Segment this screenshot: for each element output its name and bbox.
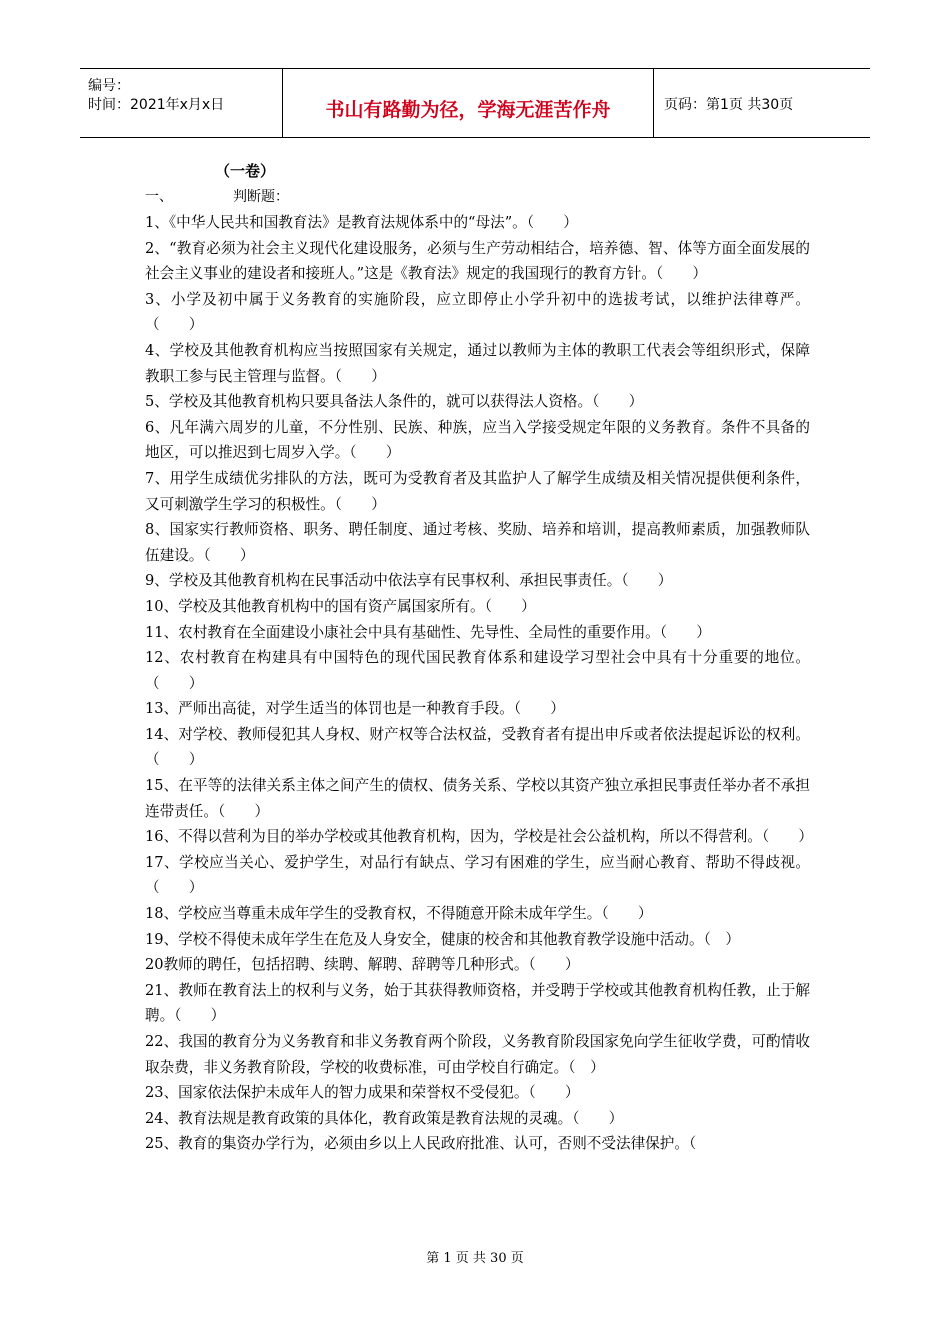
number-label: 编号： (88, 78, 130, 94)
question-item: 6、凡年满六周岁的儿童，不分性别、民族、种族，应当入学接受规定年限的义务教育。条件不具备的地区，可以推迟到七周岁入学。（ ） (145, 418, 810, 462)
question-item: 16、不得以营利为目的举办学校或其他教育机构，因为，学校是社会公益机构，所以不得营利。（ ） (145, 828, 813, 846)
section-heading (145, 184, 810, 210)
time-label: 时间：2021年x月x日 (88, 97, 225, 113)
question-item: 19、学校不得使未成年学生在危及人身安全，健康的校舍和其他教育教学设施中活动。（ ） (145, 930, 741, 948)
question-list (145, 210, 813, 1157)
question-item: 24、教育法规是教育政策的具体化，教育政策是教育法规的灵魂。（ ） (145, 1109, 624, 1127)
document-header (80, 68, 870, 138)
question-item: 11、农村教育在全面建设小康社会中具有基础性、先导性、全局性的重要作用。（ ） (145, 623, 711, 641)
question-item: 18、学校应当尊重未成年学生的受教育权，不得随意开除未成年学生。（ ） (145, 905, 653, 923)
question-item: 22、我国的教育分为义务教育和非义务教育两个阶段，义务教育阶段国家免向学生征收学费，可酌情收取杂费，非义务教育阶段，学校的收费标准，可由学校自行确定。（ ） (145, 1033, 810, 1076)
question-item: 14、对学校、教师侵犯其人身权、财产权等合法权益，受教育者有提出申斥或者依法提起诉讼的权利。（ ） (145, 725, 810, 769)
question-item: 5、学校及其他教育机构只要具备法人条件的，就可以获得法人资格。（ ） (145, 393, 644, 411)
header-page-cell (654, 69, 870, 137)
question-item: 1、《中华人民共和国教育法》是教育法规体系中的“母法”。（ ） (145, 214, 578, 231)
page-label: 页码：第1页 共30页 (664, 97, 794, 113)
header-meta-cell (80, 69, 283, 137)
section-number: 一、 (145, 189, 173, 205)
question-item: 7、用学生成绩优劣排队的方法，既可为受教育者及其监护人了解学生成绩及相关情况提供便利条件，又可刺激学生学习的积极性。（ ） (145, 469, 810, 513)
question-item: 25、教育的集资办学行为，必须由乡以上人民政府批准、认可，否则不受法律保护。（ (145, 1135, 697, 1153)
question-item: 21、教师在教育法上的权利与义务，始于其获得教师资格，并受聘于学校或其他教育机构任教，止于解聘。（ ） (145, 981, 810, 1025)
question-item: 9、学校及其他教育机构在民事活动中依法享有民事权利、承担民事责任。（ ） (145, 572, 673, 590)
section-title: 判断题： (233, 189, 289, 205)
document-body (145, 158, 813, 1157)
question-item: 15、在平等的法律关系主体之间产生的债权、债务关系、学校以其资产独立承担民事责任举办者不承担连带责任。（ ） (145, 777, 810, 820)
question-item: 13、严师出高徒，对学生适当的体罚也是一种教育手段。（ ） (145, 700, 565, 718)
question-item: 3、小学及初中属于义务教育的实施阶段，应立即停止小学升初中的选拔考试，以维护法律尊严。（ ） (145, 290, 810, 334)
question-item: 2、“教育必须为社会主义现代化建设服务，必须与生产劳动相结合，培养德、智、体等方面全面发展的社会主义事业的建设者和接班人。”这是《教育法》规定的我国现行的教育方针。（ ） (145, 239, 810, 283)
page-footer: 第 1 页 共 30 页 (426, 1251, 524, 1266)
question-item: 12、农村教育在构建具有中国特色的现代国民教育体系和建设学习型社会中具有十分重要的地位。（ ） (145, 649, 810, 692)
header-motto-cell (283, 69, 654, 137)
question-item: 4、学校及其他教育机构应当按照国家有关规定，通过以教师为主体的教职工代表会等组织形式，保障教职工参与民主管理与监督。（ ） (145, 341, 810, 385)
question-item: 20教师的聘任，包括招聘、续聘、解聘、辞聘等几种形式。（ ） (145, 956, 580, 974)
volume-title: （一卷） (215, 162, 276, 180)
question-item: 8、国家实行教师资格、职务、聘任制度、通过考核、奖励、培养和培训，提高教师素质，加强教师队伍建设。（ ） (145, 521, 810, 564)
question-item: 23、国家依法保护未成年人的智力成果和荣誉权不受侵犯。（ ） (145, 1084, 580, 1102)
motto-text: 书山有路勤为径，学海无涯苦作舟 (325, 99, 611, 121)
question-item: 17、学校应当关心、爱护学生，对品行有缺点、学习有困难的学生，应当耐心教育、帮助不得歧视。（ ） (145, 853, 810, 897)
question-item: 10、学校及其他教育机构中的国有资产属国家所有。（ ） (145, 597, 536, 615)
